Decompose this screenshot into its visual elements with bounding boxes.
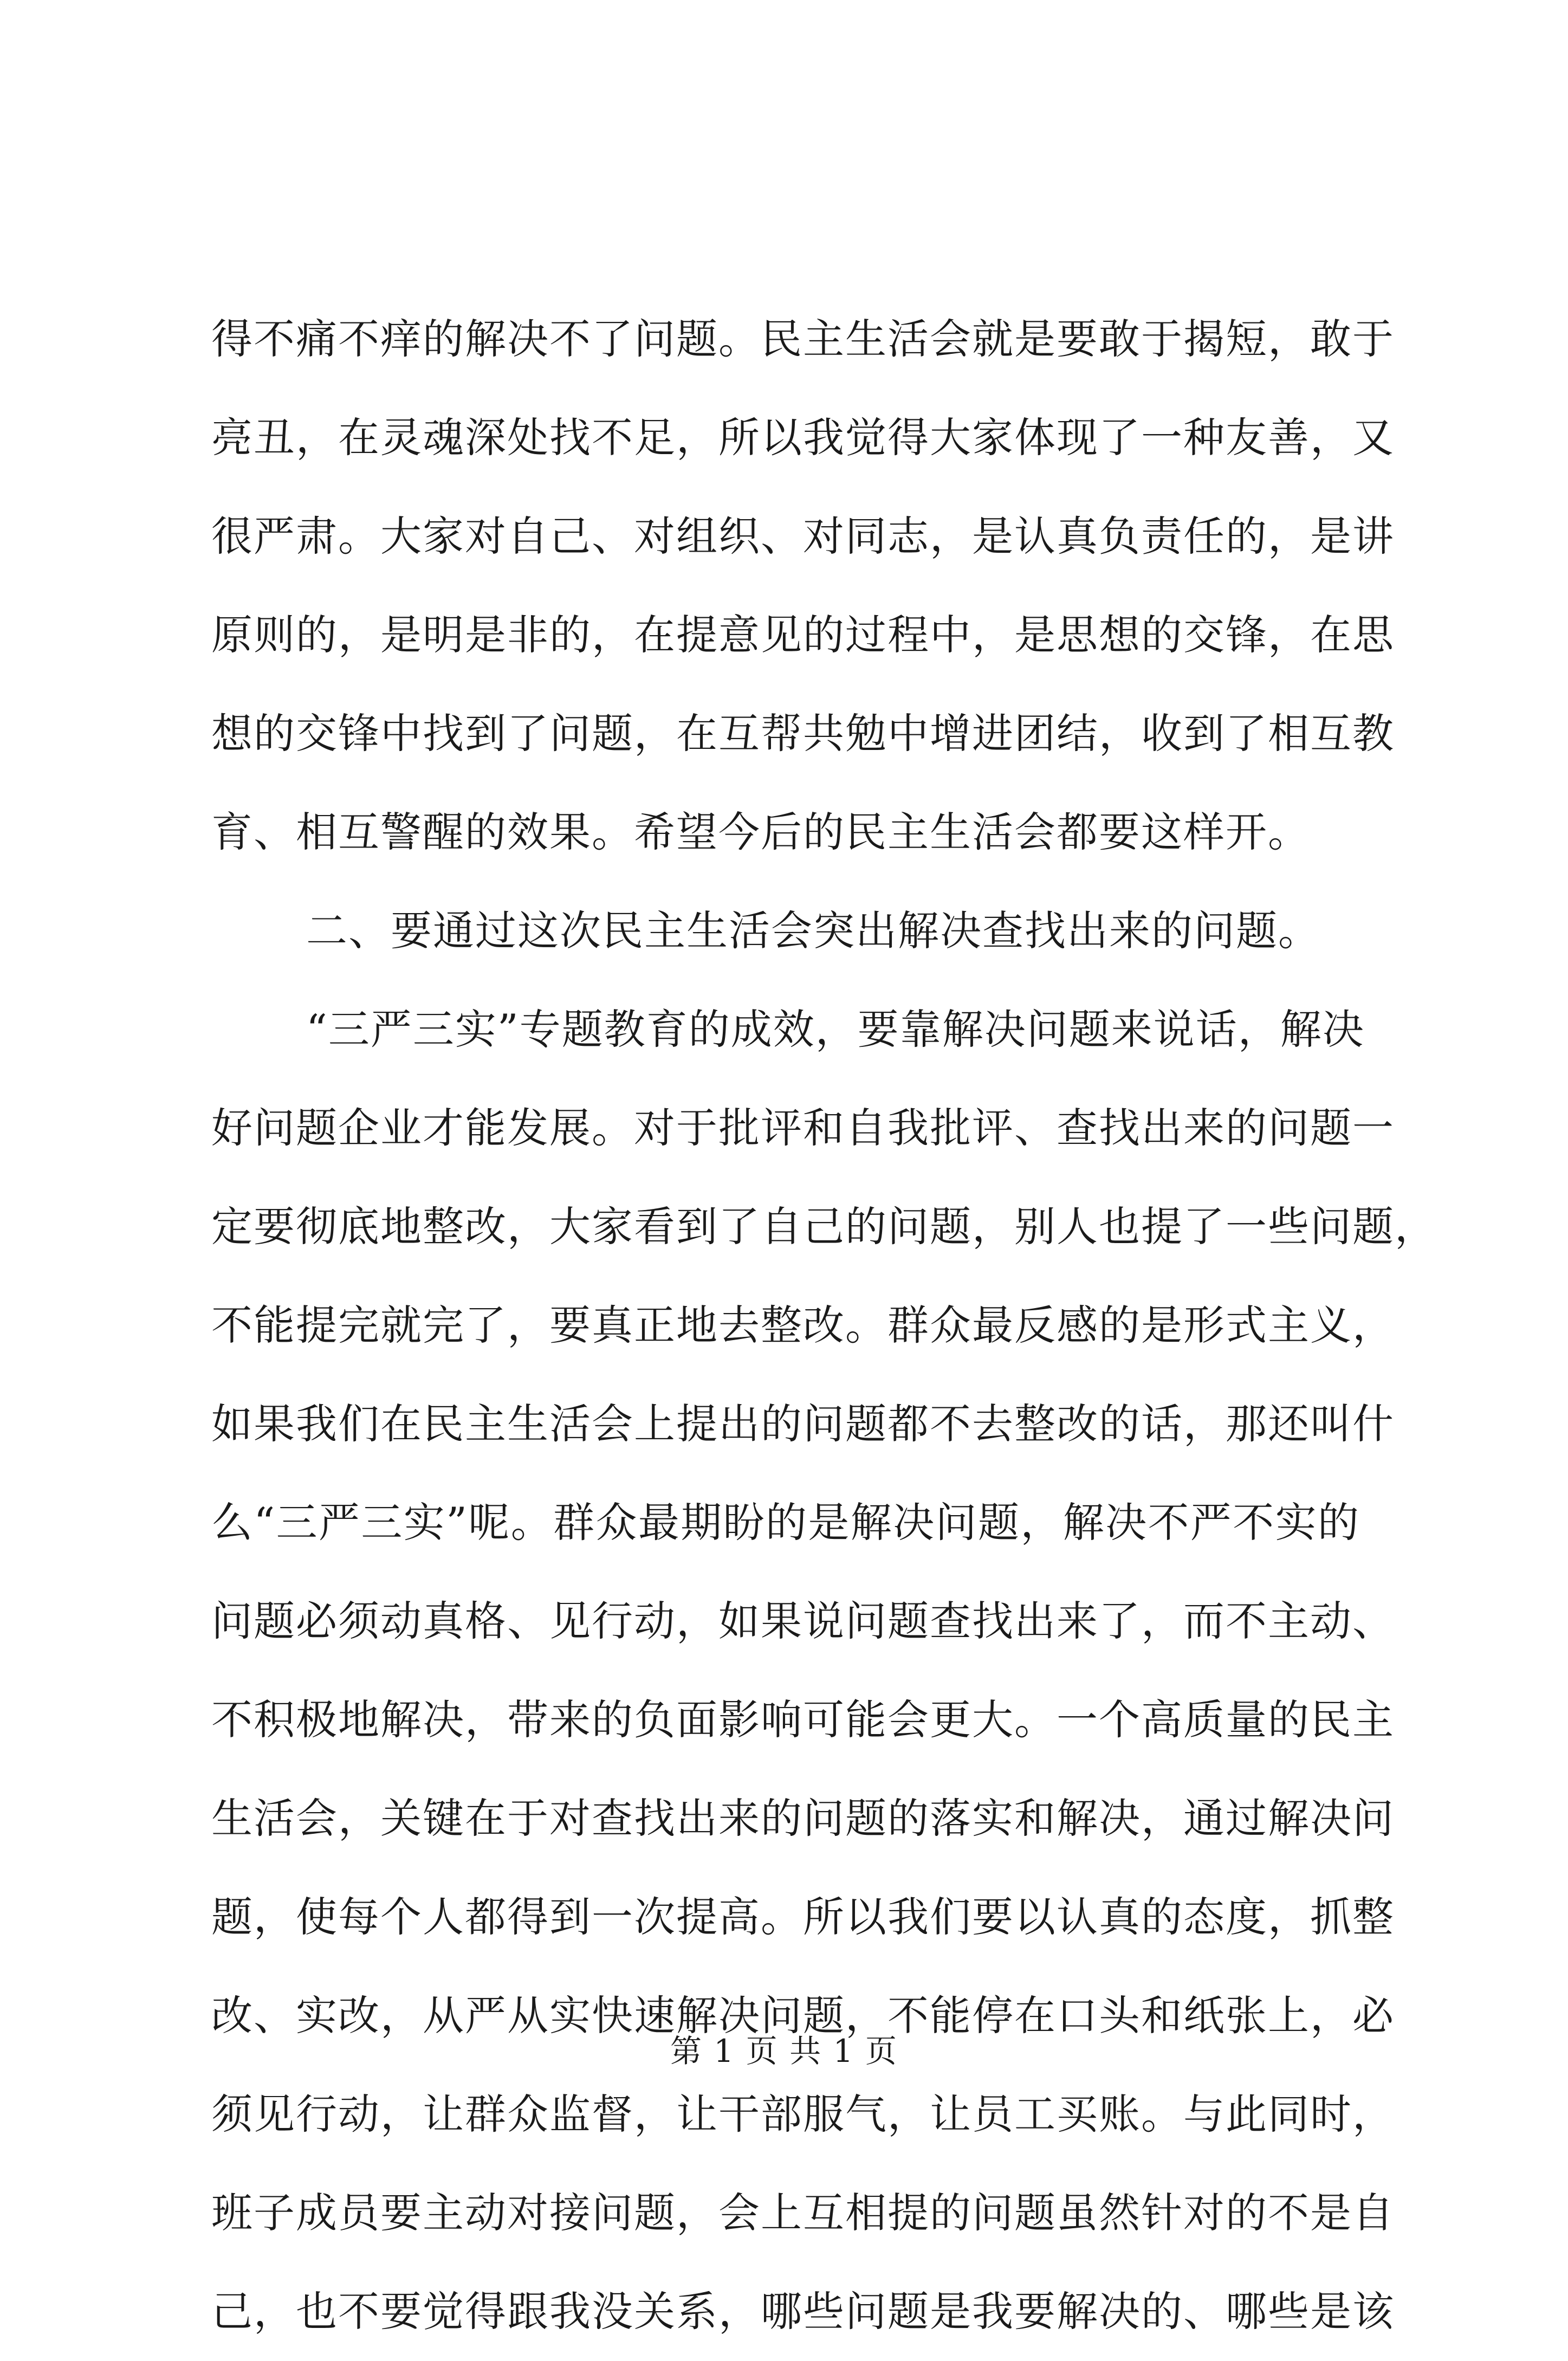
- page-number-label: 第 1 页 共 1 页: [670, 2033, 898, 2069]
- text-line: 得不痛不痒的解决不了问题。民主生活会就是要敢于揭短，敢于: [211, 315, 1395, 363]
- text-line: 想的交锋中找到了问题，在互帮共勉中增进团结，收到了相互教: [211, 709, 1395, 758]
- text-line: “三严三实”专题教育的成效，要靠解决问题来说话，解决: [306, 1005, 1365, 1053]
- text-line: 如果我们在民主生活会上提出的问题都不去整改的话，那还叫什: [211, 1400, 1395, 1448]
- text-line: 定要彻底地整改，大家看到了自己的问题，别人也提了一些问题，: [211, 1202, 1437, 1251]
- text-line: 生活会，关键在于对查找出来的问题的落实和解决，通过解决问: [211, 1794, 1395, 1842]
- text-line: 不积极地解决，带来的负面影响可能会更大。一个高质量的民主: [211, 1696, 1395, 1744]
- text-line: 须见行动，让群众监督，让干部服气，让员工买账。与此同时，: [211, 2090, 1395, 2138]
- text-line: 原则的，是明是非的，在提意见的过程中，是思想的交锋，在思: [211, 611, 1395, 659]
- text-line: 改、实改，从严从实快速解决问题，不能停在口头和纸张上，必: [211, 1991, 1395, 2040]
- text-line: 亮丑，在灵魂深处找不足，所以我觉得大家体现了一种友善，又: [211, 413, 1395, 462]
- text-line: 题，使每个人都得到一次提高。所以我们要以认真的态度，抓整: [211, 1893, 1395, 1941]
- text-line: 己，也不要觉得跟我没关系，哪些问题是我要解决的、哪些是该: [211, 2287, 1395, 2336]
- text-line: 很严肃。大家对自己、对组织、对同志，是认真负责任的，是讲: [211, 512, 1395, 560]
- text-line: 育、相互警醒的效果。希望今后的民主生活会都要这样开。: [211, 808, 1310, 856]
- text-line: 问题必须动真格、见行动，如果说问题查找出来了，而不主动、: [211, 1597, 1395, 1645]
- page-footer: [0, 2029, 1568, 2073]
- section-heading: 二、要通过这次民主生活会突出解决查找出来的问题。: [306, 907, 1320, 955]
- text-line: 好问题企业才能发展。对于批评和自我批评、查找出来的问题一: [211, 1104, 1395, 1152]
- text-line: 么“三严三实”呢。群众最期盼的是解决问题，解决不严不实的: [211, 1498, 1360, 1547]
- text-line: 不能提完就完了，要真正地去整改。群众最反感的是形式主义，: [211, 1301, 1395, 1349]
- text-line: 班子成员要主动对接问题，会上互相提的问题虽然针对的不是自: [211, 2189, 1395, 2237]
